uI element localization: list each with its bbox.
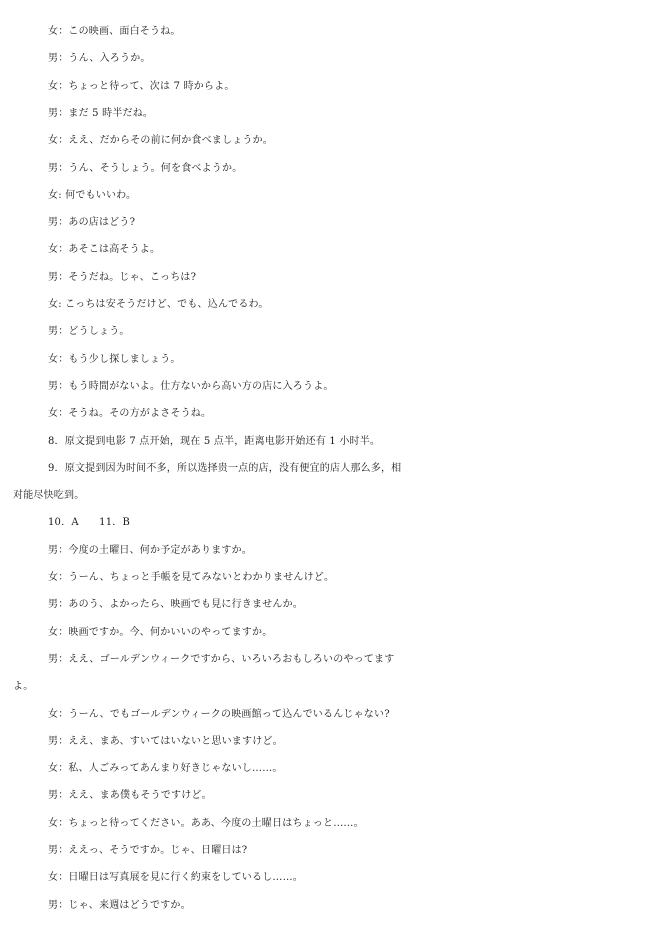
dialogue-line: 女：ちょっと待って、次は 7 時からよ。 — [48, 80, 235, 92]
dialogue-line: 男：あの店はどう? — [48, 217, 136, 229]
explanation-line: 8．原文提到电影 7 点开始，现在 5 点半，距离电影开始还有 1 小时半。 — [48, 435, 381, 447]
dialogue-line: 男：ええっ、そうですか。じゃ、日曜日は? — [48, 845, 248, 857]
dialogue-line: 女：うーん、ちょっと手帳を見てみないとわかりませんけど。 — [48, 572, 335, 584]
dialogue-line: 女：ええ、だからその前に何か食べましょうか。 — [48, 135, 273, 147]
dialogue-line: 男：そうだね。じゃ、こっちは? — [48, 271, 197, 283]
dialogue-line: 女：私、人ごみってあんまり好きじゃないし……。 — [48, 763, 283, 775]
dialogue-line: 女：ちょっと待ってください。ああ、今度の土曜日はちょっと……。 — [48, 817, 364, 829]
explanation-line: 对能尽快吃到。 — [13, 490, 85, 502]
dialogue-line: 女：日曜日は写真展を見に行く約束をしているし……。 — [48, 872, 303, 884]
explanation-line: 9．原文提到因为时间不多，所以选择贵一点的店，没有便宜的店人那么多，相 — [48, 462, 402, 474]
dialogue-line: 男：あのう、よかったら、映画でも見に行きませんか。 — [48, 599, 303, 611]
dialogue-line: 男：ええ、ゴールデンウィークですから、いろいろおもしろいのやってます — [48, 653, 395, 665]
dialogue-line: 女：もう少し探しましょう。 — [48, 353, 181, 365]
dialogue-line: よ。 — [13, 681, 34, 693]
dialogue-line: 男：じゃ、来週はどうですか。 — [48, 899, 191, 911]
dialogue-line: 女：この映画、面白そうね。 — [48, 26, 181, 37]
dialogue-line: 男：もう時間がないよ。仕方ないから高い方の店に入ろうよ。 — [48, 380, 334, 392]
dialogue-line: 男：うん、入ろうか。 — [48, 53, 151, 65]
answer-line: 10．A 11．B — [48, 517, 131, 529]
dialogue-line: 男：ええ、まあ僕もそうですけど。 — [48, 790, 212, 802]
dialogue-line: 女: 何でもいいわ。 — [48, 189, 137, 201]
dialogue-line: 女: こっちは安そうだけど、でも、込んでるわ。 — [48, 299, 269, 311]
dialogue-line: 男：ええ、まあ、すいてはいないと思いますけど。 — [48, 735, 283, 747]
dialogue-line: 女：そうね。その方がよさそうね。 — [48, 408, 212, 420]
dialogue-line: 男：うん、そうしょう。何を食べようか。 — [48, 162, 243, 174]
dialogue-line: 女：映画ですか。今、何かいいのやってますか。 — [48, 626, 273, 638]
dialogue-line: 男：まだ 5 時半だね。 — [48, 107, 154, 119]
dialogue-line: 男：どうしょう。 — [48, 326, 130, 338]
dialogue-line: 女：あそこは高そうよ。 — [48, 244, 161, 256]
dialogue-line: 女：うーん、でもゴールデンウィークの映画館って込んでいるんじゃない? — [48, 708, 390, 720]
dialogue-line: 男：今度の土曜日、何か予定がありますか。 — [48, 544, 252, 556]
